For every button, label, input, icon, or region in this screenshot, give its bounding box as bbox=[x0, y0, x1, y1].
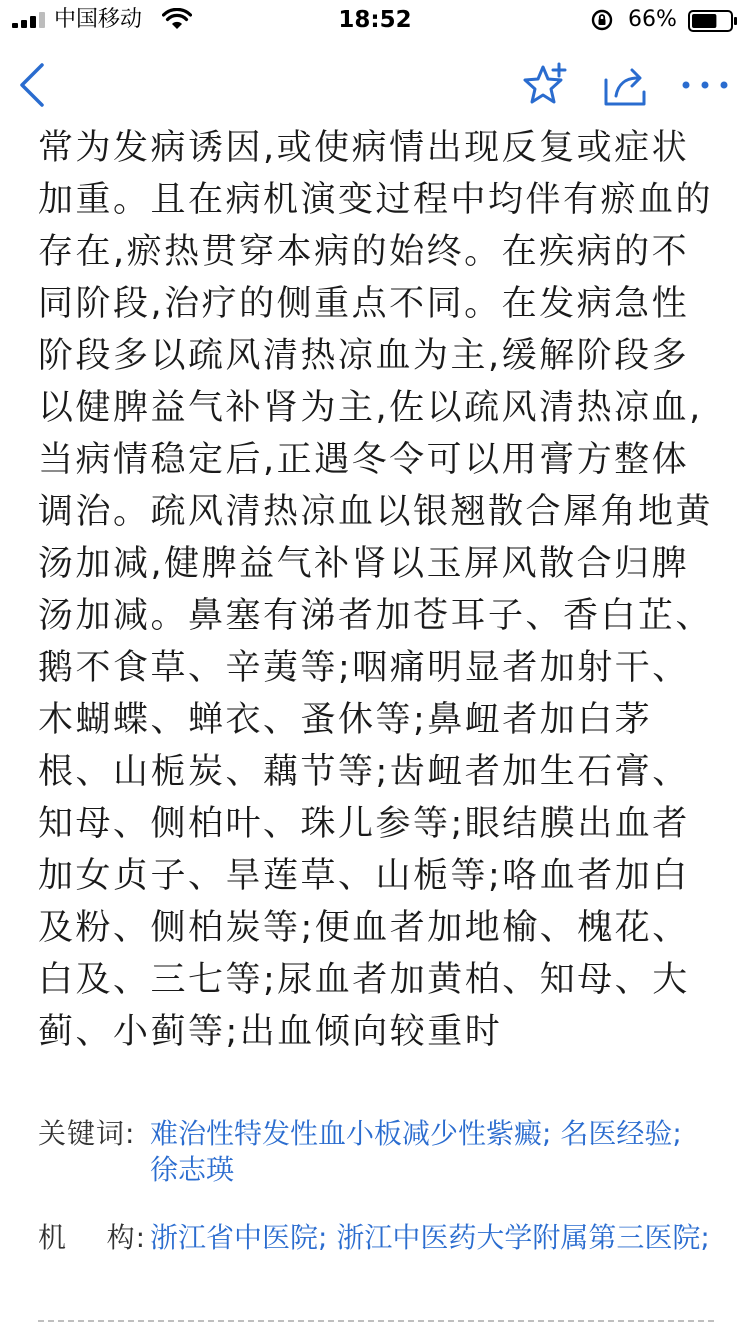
institutions-list bbox=[150, 1220, 718, 1256]
keyword-link[interactable]: 徐志瑛 bbox=[150, 1153, 235, 1186]
institutions-section bbox=[38, 1220, 718, 1256]
keywords-label: 关键词: bbox=[38, 1117, 136, 1150]
dashed-divider bbox=[38, 1320, 714, 1322]
keyword-link[interactable]: 难治性特发性血小板减少性紫癜; bbox=[150, 1117, 552, 1150]
share-icon[interactable] bbox=[602, 62, 650, 108]
keyword-link[interactable]: 名医经验; bbox=[560, 1117, 682, 1150]
battery-percent: 66% bbox=[628, 7, 677, 32]
favorite-star-icon[interactable] bbox=[522, 62, 568, 108]
institution-link[interactable]: 浙江省中医院; bbox=[150, 1221, 328, 1254]
institution-link[interactable]: 浙江中医药大学附属第三医院; bbox=[336, 1221, 710, 1254]
more-options-icon[interactable] bbox=[680, 70, 730, 100]
keywords-list bbox=[150, 1116, 718, 1188]
article-body: 常为发病诱因,或使病情出现反复或症状加重。且在病机演变过程中均伴有瘀血的存在,瘀热贯穿本病的始终。在疾病的不同阶段,治疗的侧重点不同。在发病急性阶段多以疏风清热凉血为主,缓解阶段多以健脾益气补肾为主,佐以疏风清热凉血,当病情稳定后,正遇冬令可以用膏方整体调治。疏风清热凉血以银翘散合犀角地黄汤加减,健脾益气补肾以玉屏风散合归脾汤加减。鼻塞有涕者加苍耳子、香白芷、鹅不食草、辛荑等;咽痛明显者加射干、木蝴蝶、蝉衣、蚤休等;鼻衄者加白茅根、山栀炭、藕节等;齿衄者加生石膏、知母、侧柏叶、珠儿参等;眼结膜出血者加女贞子、旱莲草、山栀等;咯血者加白及粉、侧柏炭等;便血者加地榆、槐花、白及、三七等;尿血者加黄柏、知母、大蓟、小蓟等;出血倾向较重时 bbox=[38, 128, 714, 1052]
keywords-section bbox=[38, 1116, 718, 1188]
status-time: 18:52 bbox=[338, 7, 412, 33]
institutions-label: 机 构: bbox=[38, 1221, 147, 1254]
battery-icon bbox=[688, 10, 738, 32]
navigation-bar bbox=[0, 40, 750, 128]
back-chevron-icon[interactable] bbox=[14, 62, 50, 108]
carrier-name: 中国移动 bbox=[54, 7, 143, 32]
rotation-lock-icon bbox=[590, 8, 614, 32]
status-bar bbox=[0, 0, 750, 40]
